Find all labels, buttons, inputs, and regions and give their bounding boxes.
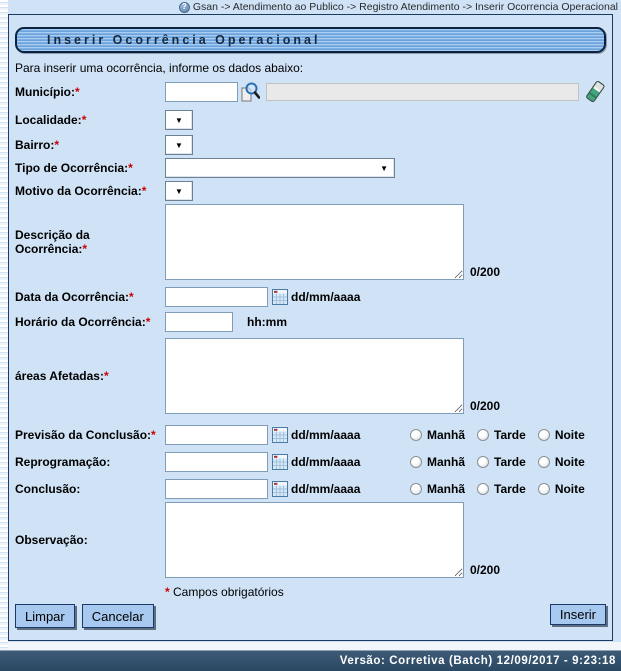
radio-option xyxy=(477,482,526,496)
radio-label: Tarde xyxy=(494,482,526,496)
radio-label: Noite xyxy=(554,482,585,496)
horario-ocorrencia-input[interactable] xyxy=(165,312,233,332)
tipo-ocorrencia-label: Tipo de Ocorrência:* xyxy=(15,161,133,175)
calendar-icon[interactable] xyxy=(272,289,288,305)
reprogramacao-period-group xyxy=(410,451,597,473)
bairro-label: Bairro:* xyxy=(15,138,60,152)
row-conclusao xyxy=(15,478,606,500)
conclusao-label: Conclusão: xyxy=(15,482,81,496)
calendar-icon[interactable] xyxy=(272,454,288,470)
chevron-down-icon: ▼ xyxy=(175,140,183,150)
row-areas-afetadas xyxy=(15,337,606,415)
reprogramacao-format-hint: dd/mm/aaaa xyxy=(291,455,361,469)
bairro-select[interactable] xyxy=(165,135,193,155)
municipio-name-field xyxy=(266,83,579,101)
form-panel xyxy=(8,14,613,641)
page-title: Inserir Ocorrência Operacional xyxy=(47,33,321,47)
chevron-down-icon: ▼ xyxy=(175,186,183,196)
row-data-ocorrencia xyxy=(15,286,606,308)
radio-label: Noite xyxy=(554,428,585,442)
areas-afetadas-textarea[interactable] xyxy=(165,338,464,414)
radio-option xyxy=(538,428,585,442)
radio-option xyxy=(538,482,585,496)
conclusao-tarde-radio[interactable] xyxy=(477,483,489,495)
row-previsao-conclusao xyxy=(15,424,606,446)
calendar-icon[interactable] xyxy=(272,481,288,497)
conclusao-manha-radio[interactable] xyxy=(410,483,422,495)
radio-option xyxy=(410,482,465,496)
row-motivo-ocorrencia xyxy=(15,180,606,202)
data-format-hint: dd/mm/aaaa xyxy=(291,290,361,304)
help-icon[interactable]: ? xyxy=(179,2,190,13)
radio-option xyxy=(477,455,526,469)
chevron-down-icon: ▼ xyxy=(380,163,388,173)
conclusao-format-hint: dd/mm/aaaa xyxy=(291,482,361,496)
municipio-label: Município:* xyxy=(15,85,80,99)
reprogramacao-tarde-radio[interactable] xyxy=(477,456,489,468)
cancelar-button[interactable]: Cancelar xyxy=(82,604,154,628)
row-bairro xyxy=(15,134,606,156)
previsao-period-group xyxy=(410,424,597,446)
observacao-counter: 0/200 xyxy=(470,563,501,577)
page-title-bar xyxy=(15,27,606,53)
bottom-gap xyxy=(8,642,621,650)
previsao-manha-radio[interactable] xyxy=(410,429,422,441)
areas-counter: 0/200 xyxy=(470,399,501,413)
conclusao-noite-radio[interactable] xyxy=(538,483,550,495)
reprogramacao-label: Reprogramação: xyxy=(15,455,111,469)
required-fields-note: * Campos obrigatórios xyxy=(165,585,284,599)
radio-label: Manhã xyxy=(427,428,466,442)
radio-option xyxy=(538,455,585,469)
municipio-code-input[interactable] xyxy=(165,82,238,102)
row-tipo-ocorrencia xyxy=(15,157,606,179)
radio-label: Noite xyxy=(554,455,585,469)
previsao-conclusao-label: Previsão da Conclusão:* xyxy=(15,428,156,442)
motivo-ocorrencia-label: Motivo da Ocorrência:* xyxy=(15,184,147,198)
conclusao-input[interactable] xyxy=(165,479,268,499)
observacao-label: Observação: xyxy=(15,533,88,547)
previsao-conclusao-input[interactable] xyxy=(165,425,268,445)
areas-afetadas-label: áreas Afetadas:* xyxy=(15,369,109,383)
button-row xyxy=(15,604,606,628)
chevron-down-icon: ▼ xyxy=(175,115,183,125)
previsao-tarde-radio[interactable] xyxy=(477,429,489,441)
radio-option xyxy=(477,428,526,442)
tipo-ocorrencia-select[interactable] xyxy=(165,158,395,178)
reprogramacao-input[interactable] xyxy=(165,452,268,472)
version-text: Versão: Corretiva (Batch) 12/09/2017 - 9:23:18 xyxy=(339,655,616,667)
localidade-select[interactable] xyxy=(165,110,193,130)
footer-bar xyxy=(0,650,621,671)
horario-ocorrencia-label: Horário da Ocorrência:* xyxy=(15,315,151,329)
data-ocorrencia-input[interactable] xyxy=(165,287,268,307)
radio-label: Manhã xyxy=(427,482,466,496)
breadcrumb: Gsan -> Atendimento ao Publico -> Registro Atendimento -> Inserir Ocorrencia Operacional xyxy=(192,1,618,13)
row-municipio xyxy=(15,81,606,103)
descricao-counter: 0/200 xyxy=(470,265,501,279)
observacao-textarea[interactable] xyxy=(165,502,464,578)
row-descricao xyxy=(15,203,606,281)
descricao-label: Descrição da Ocorrência:* xyxy=(15,228,90,256)
row-localidade xyxy=(15,109,606,131)
previsao-noite-radio[interactable] xyxy=(538,429,550,441)
reprogramacao-manha-radio[interactable] xyxy=(410,456,422,468)
row-reprogramacao xyxy=(15,451,606,473)
conclusao-period-group xyxy=(410,478,597,500)
radio-option xyxy=(410,455,465,469)
horario-format-hint: hh:mm xyxy=(247,315,287,329)
breadcrumb-bar xyxy=(0,0,621,14)
calendar-icon[interactable] xyxy=(272,427,288,443)
radio-label: Tarde xyxy=(494,455,526,469)
radio-option xyxy=(410,428,465,442)
inserir-button[interactable]: Inserir xyxy=(550,604,606,625)
intro-text: Para inserir uma ocorrência, informe os dados abaixo: xyxy=(15,61,304,75)
row-observacao xyxy=(15,501,606,579)
limpar-button[interactable]: Limpar xyxy=(15,604,75,628)
descricao-textarea[interactable] xyxy=(165,204,464,280)
left-decorative-strip xyxy=(0,0,8,650)
row-horario-ocorrencia xyxy=(15,311,606,333)
radio-label: Manhã xyxy=(427,455,466,469)
radio-label: Tarde xyxy=(494,428,526,442)
previsao-format-hint: dd/mm/aaaa xyxy=(291,428,361,442)
eraser-icon[interactable] xyxy=(585,80,606,104)
motivo-ocorrencia-select[interactable] xyxy=(165,181,193,201)
localidade-label: Localidade:* xyxy=(15,113,87,127)
data-ocorrencia-label: Data da Ocorrência:* xyxy=(15,290,134,304)
search-icon[interactable] xyxy=(240,82,260,103)
reprogramacao-noite-radio[interactable] xyxy=(538,456,550,468)
